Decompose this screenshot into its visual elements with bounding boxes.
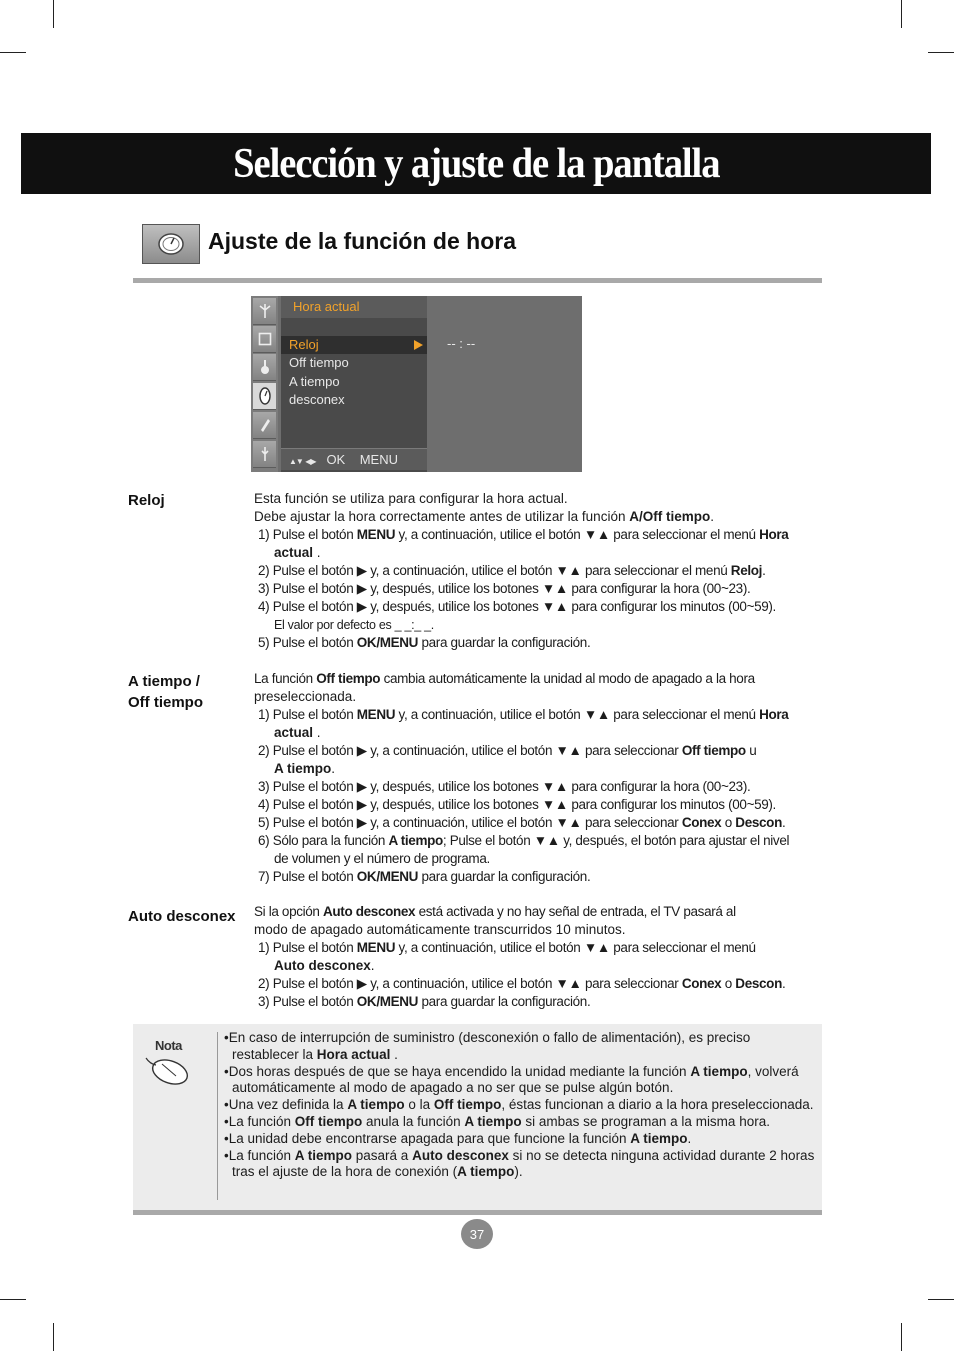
right-icon: ▶ [356, 563, 367, 578]
text-line: modo de apagado automáticamente transcurridos 10 minutos. [254, 922, 626, 937]
divider [133, 1210, 822, 1215]
page-title-bar [21, 133, 931, 194]
down-up-icon: ▼▲ [555, 563, 582, 578]
osd-item-reloj[interactable] [281, 336, 427, 354]
step-2: 2) Pulse el botón ▶ y, a continuación, utilice el botón ▼▲ para seleccionar Off tiempo u [258, 743, 757, 758]
step-2: 2) Pulse el botón ▶ y, a continuación, utilice el botón ▼▲ para seleccionar el menú Reloj. [258, 563, 766, 578]
step-1: 1) Pulse el botón MENU y, a continuación, utilice el botón ▼▲ para seleccionar el menú [258, 940, 756, 955]
step-4: 4) Pulse el botón ▶ y, después, utilice los botones ▼▲ para configurar los minutos (00~59). [258, 599, 776, 614]
step-1: 1) Pulse el botón MENU y, a continuación, utilice el botón ▼▲ para seleccionar el menú Hora [258, 707, 789, 722]
osd-item-desconex[interactable]: desconex [289, 392, 345, 407]
step-4: 4) Pulse el botón ▶ y, después, utilice los botones ▼▲ para configurar los minutos (00~59). [258, 797, 776, 812]
right-icon: ▶ [356, 581, 367, 596]
step-3: 3) Pulse el botón ▶ y, después, utilice los botones ▼▲ para configurar la hora (00~23). [258, 581, 751, 596]
note-divider [217, 1032, 218, 1200]
step-1-cont: actual . [274, 725, 321, 740]
right-icon: ▶ [356, 976, 367, 991]
reloj-body [254, 490, 822, 652]
step-1-cont: Auto desconex. [274, 958, 375, 973]
clock-icon [154, 231, 188, 257]
osd-item-a-tiempo[interactable]: A tiempo [289, 374, 340, 389]
step-6: 6) Sólo para la función A tiempo; Pulse el botón ▼▲ y, después, el botón para ajustar el nivel [258, 833, 790, 848]
auto-body [254, 903, 822, 1011]
right-icon: ▶ [356, 797, 367, 812]
down-up-icon: ▼▲ [541, 779, 568, 794]
down-up-icon: ▼▲ [555, 743, 582, 758]
osd-menu-label: MENU [359, 452, 398, 467]
section-icon [142, 224, 200, 264]
step-1: 1) Pulse el botón MENU y, a continuación, utilice el botón ▼▲ para seleccionar el menú Hora [258, 527, 789, 542]
audio-icon [253, 354, 276, 381]
right-icon: ▶ [356, 779, 367, 794]
arrows-icon: ▲▼ ◀▶ [289, 457, 316, 466]
osd-header: Hora actual [281, 296, 427, 318]
step-1-cont: actual . [274, 545, 321, 560]
note-item: •En caso de interrupción de suministro (desconexión o fallo de alimentación), es preciso restablecer la Hora actual . [224, 1030, 751, 1062]
down-up-icon: ▼▲ [583, 940, 610, 955]
step-5: 5) Pulse el botón OK/MENU para guardar la configuración. [258, 635, 591, 650]
text-line: Esta función se utiliza para configurar la hora actual. [254, 491, 568, 506]
text-line: La función Off tiempo cambia automáticamente la unidad al modo de apagado a la hora [254, 671, 755, 686]
osd-time-value: -- : -- [447, 336, 476, 351]
step-5: 5) Pulse el botón ▶ y, a continuación, utilice el botón ▼▲ para seleccionar Conex o Descon. [258, 815, 786, 830]
crop-mark [928, 1299, 954, 1300]
text-line: Si la opción Auto desconex está activada y no hay señal de entrada, el TV pasará al [254, 904, 736, 919]
down-up-icon: ▼▲ [541, 581, 568, 596]
down-up-icon: ▼▲ [533, 833, 560, 848]
input-icon [253, 441, 276, 468]
right-icon: ▶ [356, 599, 367, 614]
crop-mark [901, 1323, 902, 1351]
note-item: •La función Off tiempo anula la función A tiempo si ambas se programan a la misma hora. [224, 1113, 770, 1129]
crop-mark [53, 1323, 54, 1351]
page-title: Selección y ajuste de la pantalla [232, 140, 720, 187]
down-up-icon: ▼▲ [541, 797, 568, 812]
picture-icon [253, 326, 276, 353]
step-2-cont: A tiempo. [274, 761, 336, 776]
default-value-note: El valor por defecto es _ _:_ _. [274, 618, 434, 632]
step-3: 3) Pulse el botón OK/MENU para guardar la configuración. [258, 994, 591, 1009]
note-item: •Dos horas después de que se haya encendido la unidad mediante la función A tiempo, volverá automáticamente al modo de apagado a no ser que se pulse algún botón. [224, 1063, 799, 1096]
label-reloj: Reloj [128, 492, 165, 509]
down-up-icon: ▼▲ [541, 599, 568, 614]
text-line: preseleccionada. [254, 689, 357, 704]
page-number: 37 [461, 1219, 493, 1249]
step-3: 3) Pulse el botón ▶ y, después, utilice los botones ▼▲ para configurar la hora (00~23). [258, 779, 751, 794]
label-auto-desconex: Auto desconex [128, 908, 236, 925]
divider [133, 278, 822, 283]
down-up-icon: ▼▲ [555, 976, 582, 991]
crop-mark [0, 1299, 26, 1300]
step-2: 2) Pulse el botón ▶ y, a continuación, utilice el botón ▼▲ para seleccionar Conex o Descon. [258, 976, 786, 991]
note-label: Nota [155, 1038, 182, 1053]
osd-footer [281, 448, 427, 470]
option-icon [253, 412, 276, 439]
down-up-icon: ▼▲ [555, 815, 582, 830]
osd-item-off-tiempo[interactable]: Off tiempo [289, 355, 349, 370]
note-item: •La función A tiempo pasará a Auto desconex si no se detecta ninguna actividad durante 2 horas tras el ajuste de la hora de conexión (A tiempo). [224, 1147, 815, 1180]
osd-ok-label: OK [326, 452, 346, 467]
down-up-icon: ▼▲ [583, 527, 610, 542]
atiempo-body [254, 670, 822, 886]
note-item: •La unidad debe encontrarse apagada para que funcione la función A tiempo. [224, 1130, 692, 1146]
crop-mark [0, 52, 26, 53]
antenna-icon [253, 298, 276, 325]
osd-menu-screenshot [251, 296, 582, 472]
right-icon: ▶ [356, 815, 367, 830]
note-item: •Una vez definida la A tiempo o la Off tiempo, éstas funcionan a diario a la hora preseleccionada. [224, 1097, 814, 1113]
crop-mark [928, 52, 954, 53]
step-7: 7) Pulse el botón OK/MENU para guardar la configuración. [258, 869, 591, 884]
crop-mark [53, 0, 54, 28]
section-title: Ajuste de la función de hora [208, 228, 516, 254]
osd-icon-column [251, 296, 278, 472]
osd-item-label: Reloj [289, 337, 319, 352]
down-up-icon: ▼▲ [583, 707, 610, 722]
text-line: Debe ajustar la hora correctamente antes de utilizar la función A/Off tiempo. [254, 509, 714, 524]
mouse-icon [142, 1052, 192, 1088]
right-icon: ▶ [356, 743, 367, 758]
time-icon [253, 383, 276, 410]
label-a-tiempo: A tiempo / Off tiempo [128, 673, 203, 711]
note-text [224, 1030, 818, 1181]
step-6-cont: de volumen y el número de programa. [274, 851, 490, 866]
arrow-right-icon [414, 340, 423, 350]
osd-submenu [281, 296, 427, 472]
crop-mark [901, 0, 902, 28]
